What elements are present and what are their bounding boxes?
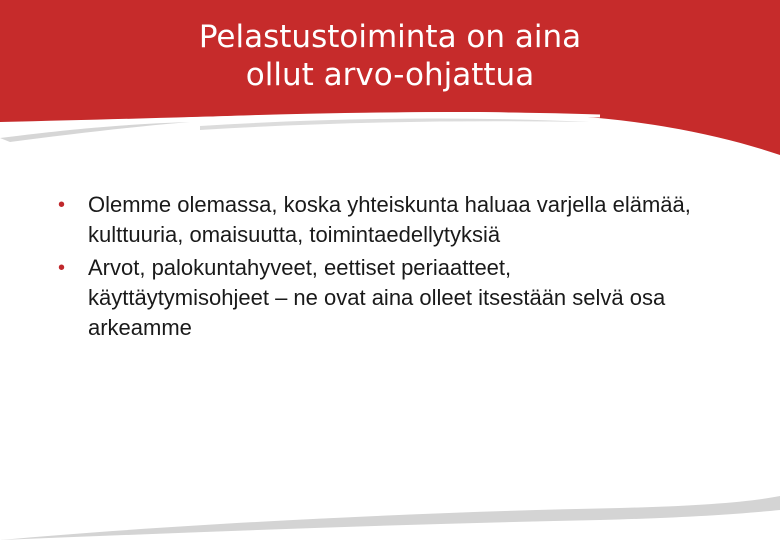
slide-title xyxy=(120,18,660,94)
bullet-text: Arvot, palokuntahyveet, eettiset periaatteet, käyttäytymisohjeet – ne ovat aina olleet itsestään selvä osa arkeamme xyxy=(88,255,666,340)
footer-swoosh xyxy=(0,480,780,540)
bullet-item xyxy=(58,253,698,343)
slide-title-line-2: ollut arvo-ohjattua xyxy=(245,57,535,93)
slide-title-line-1: Pelastustoiminta on aina xyxy=(198,19,582,55)
bullet-item xyxy=(58,190,698,250)
bullet-marker: • xyxy=(58,257,66,279)
bullet-text: Olemme olemassa, koska yhteiskunta haluaa varjella elämää, kulttuuria, omaisuutta, toimintaedellytyksiä xyxy=(88,192,691,247)
bullet-list xyxy=(58,190,698,346)
bullet-marker: • xyxy=(58,194,66,216)
header-swoosh-gray-2 xyxy=(200,119,590,130)
